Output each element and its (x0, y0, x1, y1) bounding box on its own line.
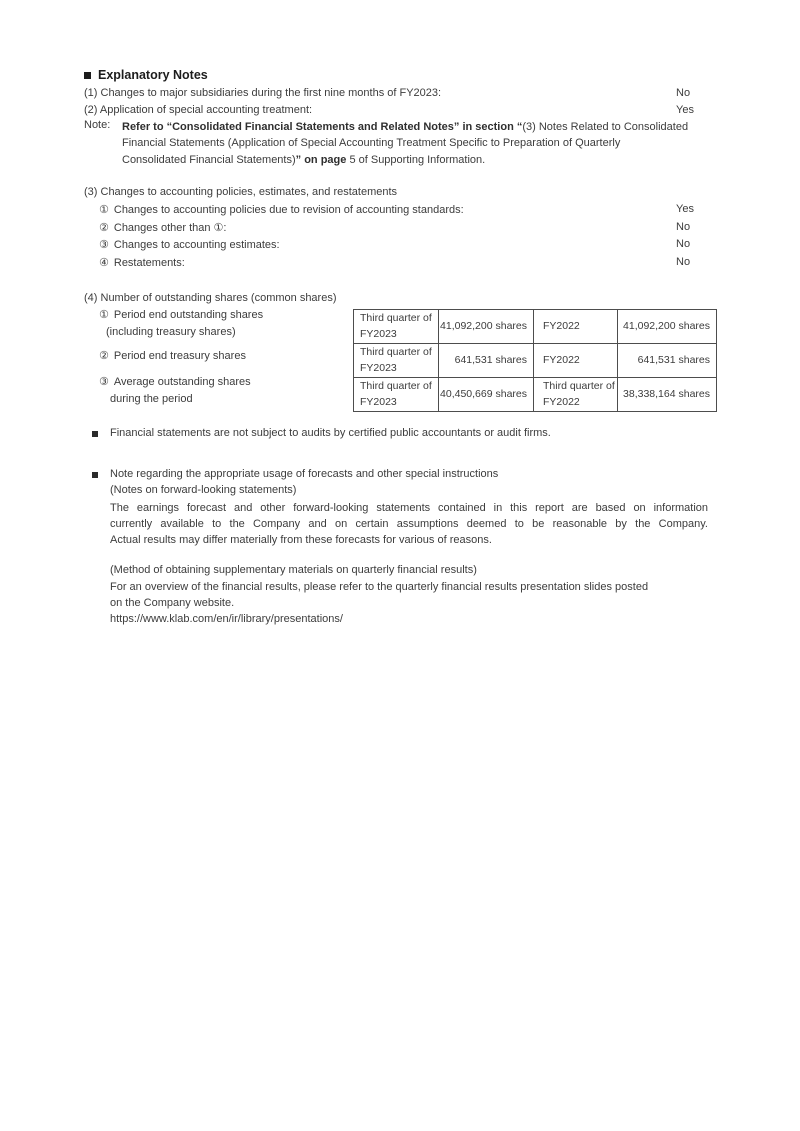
paragraph-line: For an overview of the financial results, please refer to the quarterly financial results presentation slides posted (110, 580, 649, 593)
item-label: Changes to accounting estimates: (113, 239, 280, 251)
square-bullet-icon (92, 431, 98, 437)
table-cell-value: 41,092,200 shares (439, 310, 534, 344)
forward-looking-paragraph (110, 500, 708, 549)
qa-row-subsidiaries (84, 87, 784, 99)
note-segment: Refer to “Consolidated Financial Statements and Related Notes” in section “ (122, 121, 523, 133)
supplementary-materials-subheading: (Method of obtaining supplementary materials on quarterly financial results) (110, 564, 477, 576)
table-cell-period: Third quarter of FY2023 (354, 310, 439, 344)
table-cell-value: 641,531 shares (618, 344, 717, 378)
item-label: Changes to accounting policies due to revision of accounting standards: (113, 204, 464, 216)
note-block (84, 119, 688, 168)
note-line (122, 152, 688, 168)
policy-item-row (84, 203, 784, 216)
supplementary-materials-paragraph (110, 579, 708, 612)
item-label: Period end outstanding shares (113, 309, 264, 321)
item-number: ③ (99, 376, 109, 388)
forecast-note-title: Note regarding the appropriate usage of forecasts and other special instructions (110, 468, 499, 480)
table-cell-value: 641,531 shares (439, 344, 534, 378)
note-segment: 5 of Supporting Information. (346, 153, 486, 166)
item-number: ② (99, 221, 109, 234)
paragraph-line: currently available to the Company and on certain assumptions deemed to be reasonable by the Company. (110, 517, 708, 530)
qa-label: (1) Changes to major subsidiaries during the first nine months of FY2023: (84, 87, 442, 99)
section-heading-explanatory-notes (84, 68, 208, 82)
square-bullet-icon (84, 72, 91, 79)
square-bullet-icon (92, 472, 98, 478)
section3-heading: (3) Changes to accounting policies, estimates, and restatements (84, 186, 398, 198)
note-label: Note: (84, 119, 111, 131)
note-segment: Consolidated Financial Statements) (122, 153, 296, 166)
audit-note (92, 427, 551, 439)
table-cell-period: FY2022 (534, 310, 618, 344)
note-segment: (3) Notes Related to Consolidated (522, 121, 689, 133)
qa-answer: Yes (676, 104, 694, 116)
table-cell-period: Third quarter of FY2022 (534, 378, 618, 412)
table-cell-period: Third quarter of FY2023 (354, 344, 439, 378)
note-segment: ” on page (295, 153, 347, 166)
item-number: ③ (99, 239, 109, 251)
paragraph-line: The earnings forecast and other forward-looking statements contained in this report are based on information (110, 501, 708, 514)
table-cell-value: 38,338,164 shares (618, 378, 717, 412)
item-label: Average outstanding shares (113, 376, 251, 388)
item-label-line2: during the period (110, 393, 193, 405)
qa-label: (2) Application of special accounting treatment: (84, 104, 313, 116)
policy-item-row (84, 256, 784, 269)
shares-row-label (99, 348, 246, 365)
paragraph-line: on the Company website. (110, 596, 235, 609)
note-line (122, 119, 688, 135)
section4-heading: (4) Number of outstanding shares (common shares) (84, 292, 337, 304)
qa-answer: No (676, 87, 691, 99)
shares-row-label (99, 307, 263, 341)
outstanding-shares-table (353, 309, 717, 412)
policy-item-row (84, 221, 784, 234)
table-cell-period: FY2022 (534, 344, 618, 378)
item-number: ① (99, 204, 109, 216)
policy-item-row (84, 238, 784, 251)
note-text (122, 119, 688, 168)
item-label-line2: (including treasury shares) (106, 326, 236, 338)
item-answer: No (676, 220, 691, 233)
qa-row-special-accounting (84, 104, 784, 116)
item-answer: No (676, 255, 691, 268)
note-line: Financial Statements (Application of Special Accounting Treatment Specific to Preparation of Quarterly (122, 137, 621, 150)
page-title: Explanatory Notes (98, 68, 208, 82)
forecast-note-title-row (92, 468, 498, 480)
item-answer: No (676, 238, 691, 250)
paragraph-line: Actual results may differ materially from these forecasts for various of reasons. (110, 534, 492, 547)
item-label: Changes other than ①: (113, 221, 227, 234)
presentations-url[interactable]: https://www.klab.com/en/ir/library/presentations/ (110, 613, 343, 625)
table-cell-value: 41,092,200 shares (618, 310, 717, 344)
table-cell-value: 40,450,669 shares (439, 378, 534, 412)
item-label: Period end treasury shares (113, 350, 246, 362)
item-number: ④ (99, 256, 109, 269)
item-number: ② (99, 350, 109, 362)
item-label: Restatements: (113, 256, 185, 269)
shares-row-label (99, 374, 251, 408)
item-answer: Yes (676, 203, 694, 215)
item-number: ① (99, 309, 109, 321)
table-cell-period: Third quarter of FY2023 (354, 378, 439, 412)
forward-looking-subheading: (Notes on forward-looking statements) (110, 484, 297, 496)
audit-note-text: Financial statements are not subject to audits by certified public accountants or audit firms. (110, 427, 551, 439)
